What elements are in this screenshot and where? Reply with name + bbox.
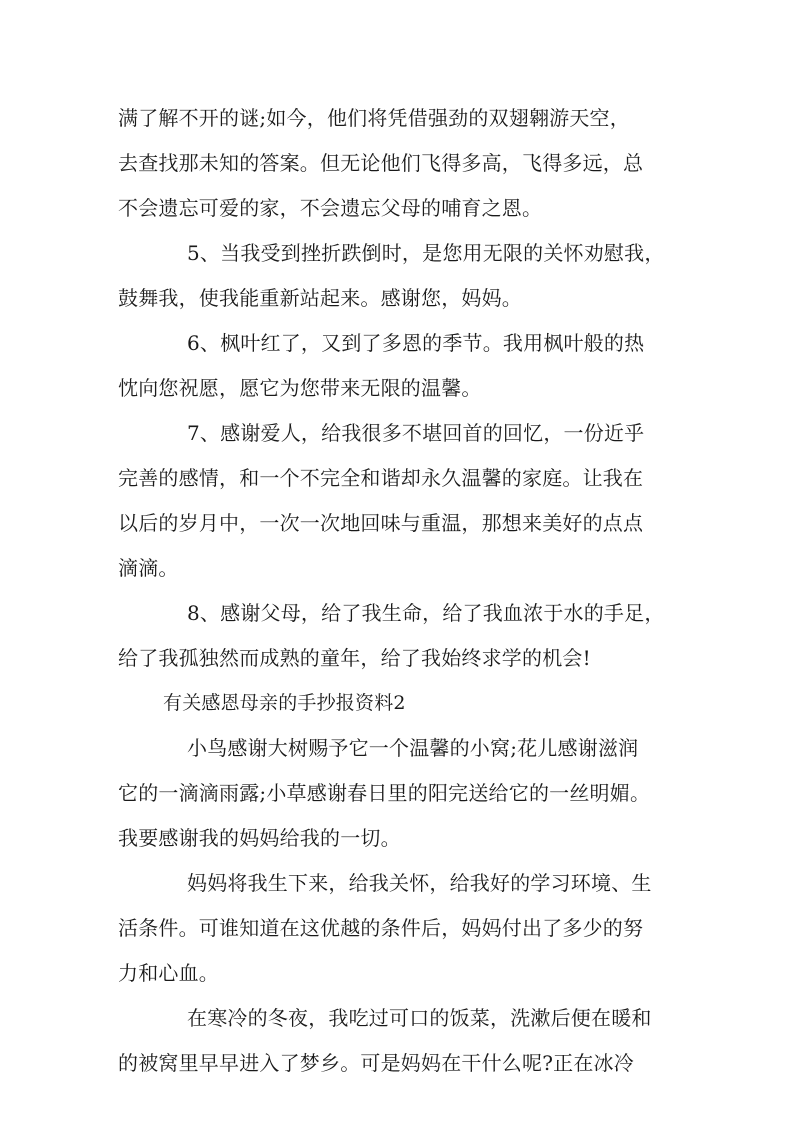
section-heading: 有关感恩母亲的手抄报资料2 xyxy=(163,692,406,714)
text-line: 给了我孤独然而成熟的童年，给了我始终求学的机会! xyxy=(118,646,591,670)
text-line: 以后的岁月中，一次一次地回味与重温，那想来美好的点点 xyxy=(118,511,644,535)
text-line: 完善的感情，和一个不完全和谐却永久温馨的家庭。让我在 xyxy=(118,466,644,490)
text-line: 不会遗忘可爱的家，不会遗忘父母的哺育之恩。 xyxy=(118,196,543,220)
paragraph-first-line: 在寒冷的冬夜，我吃过可口的饭菜，洗漱后便在暖和 xyxy=(187,1006,652,1030)
paragraph-first-line: 5、当我受到挫折跌倒时，是您用无限的关怀劝慰我， xyxy=(187,241,665,265)
text-line: 的被窝里早早进入了梦乡。可是妈妈在干什么呢?正在冰冷 xyxy=(118,1051,634,1075)
text-line: 满了解不开的谜;如今，他们将凭借强劲的双翅翱游天空， xyxy=(118,106,630,130)
text-line: 去查找那未知的答案。但无论他们飞得多高，飞得多远，总 xyxy=(118,151,644,175)
text-line: 我要感谢我的妈妈给我的一切。 xyxy=(118,826,401,850)
text-line: 活条件。可谁知道在这优越的条件后，妈妈付出了多少的努 xyxy=(118,916,644,940)
paragraph-first-line: 6、枫叶红了，又到了多恩的季节。我用枫叶般的热 xyxy=(187,331,645,355)
paragraph-first-line: 8、感谢父母，给了我生命，给了我血浓于水的手足， xyxy=(187,601,665,625)
paragraph-first-line: 7、感谢爱人，给我很多不堪回首的回忆，一份近乎 xyxy=(187,421,645,445)
text-line: 它的一滴滴雨露;小草感谢春日里的阳完送给它的一丝明媚。 xyxy=(118,781,651,805)
paragraph-first-line: 小鸟感谢大树赐予它一个温馨的小窝;花儿感谢滋润 xyxy=(187,736,639,760)
text-line: 力和心血。 xyxy=(118,961,219,985)
text-line: 忱向您祝愿，愿它为您带来无限的温馨。 xyxy=(118,376,482,400)
text-line: 滴滴。 xyxy=(118,556,179,580)
text-line: 鼓舞我，使我能重新站起来。感谢您，妈妈。 xyxy=(118,286,522,310)
paragraph-first-line: 妈妈将我生下来，给我关怀，给我好的学习环境、生 xyxy=(187,871,652,895)
